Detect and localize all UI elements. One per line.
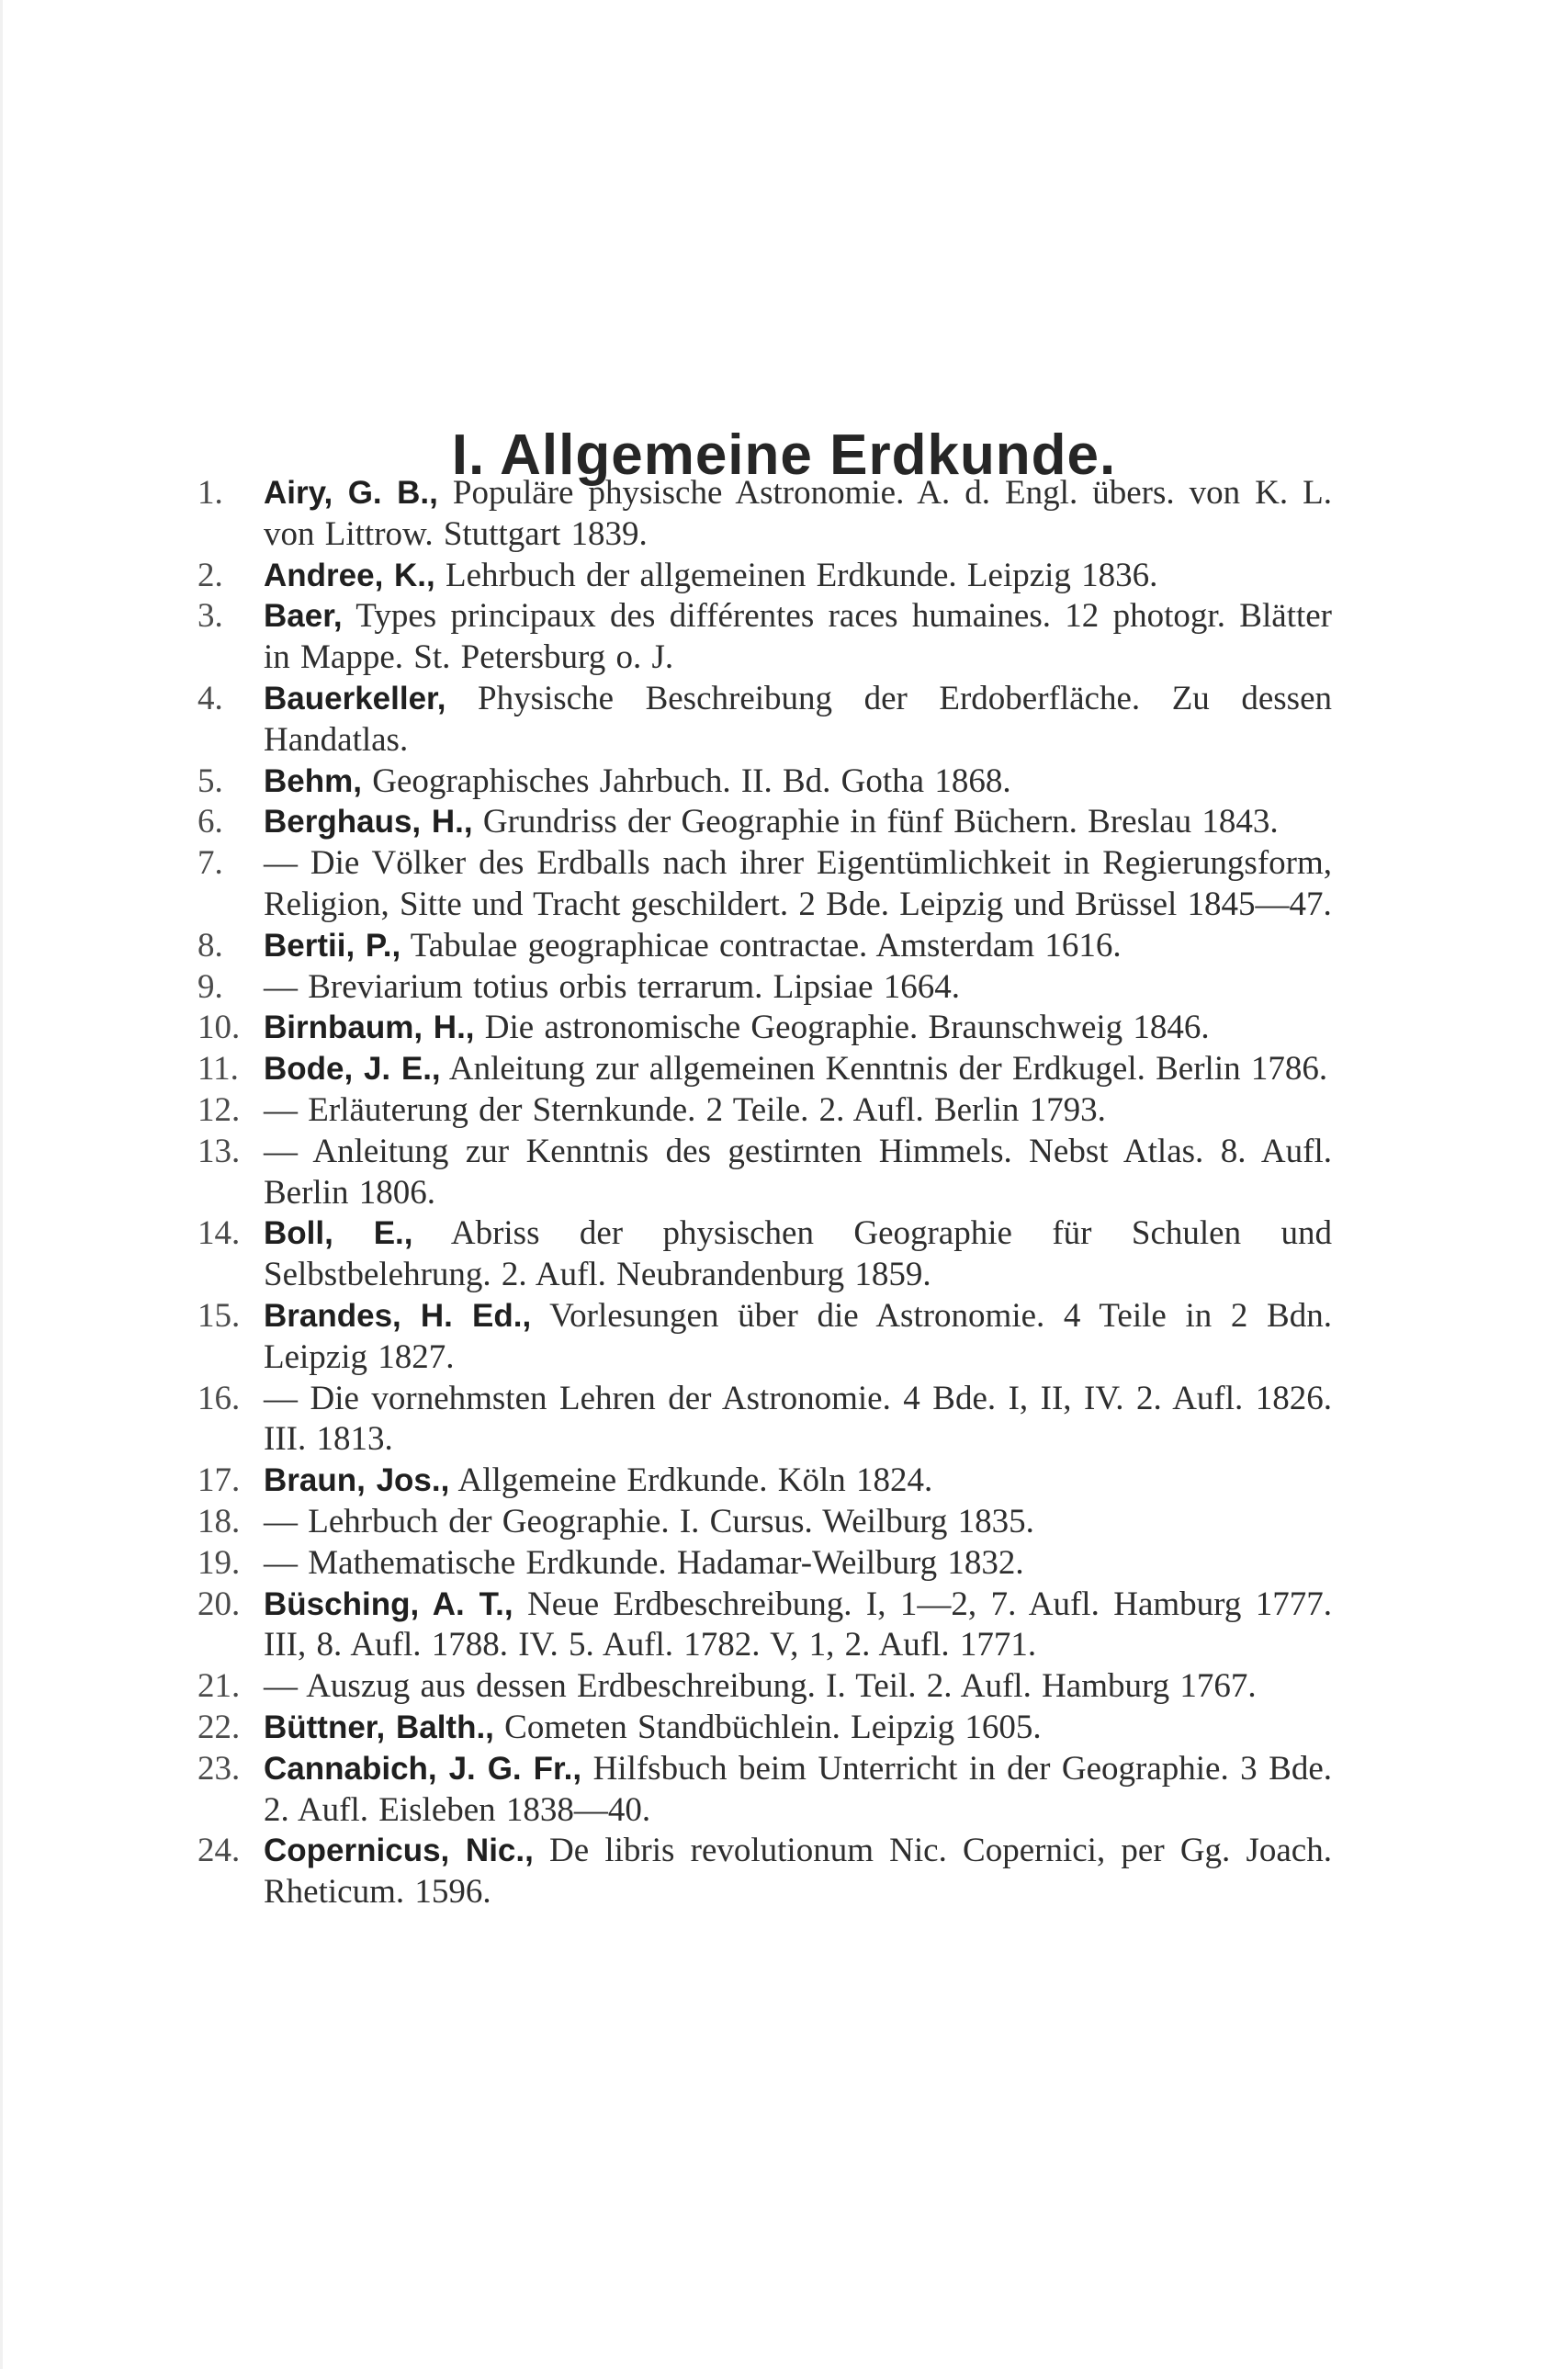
- entry-text: Neue Erdbeschreibung. I, 1—2, 7. Aufl. Hamburg 1777. III, 8. Aufl. 1788. IV. 5. Aufl. 1782. V, 1, 2. Aufl. 1771.: [264, 1585, 1332, 1664]
- bibliography-entry: [152, 1461, 1332, 1502]
- entry-number-text: 1.: [197, 474, 223, 512]
- bibliography-entry: [152, 1132, 1332, 1214]
- bibliography-entry: [152, 1008, 1332, 1049]
- entry-body: [242, 1008, 1332, 1049]
- entry-text: Geographisches Jahrbuch. II. Bd. Gotha 1868.: [361, 761, 1011, 800]
- entry-body: [242, 761, 1332, 803]
- entry-text: — Erläuterung der Sternkunde. 2 Teile. 2. Aufl. Berlin 1793.: [264, 1090, 1106, 1129]
- entry-author: Büttner, Balth.,: [264, 1709, 494, 1745]
- entry-number-text: 15.: [197, 1296, 241, 1335]
- entry-body: [242, 1132, 1332, 1214]
- entry-author: Behm,: [264, 762, 362, 799]
- entry-text: — Lehrbuch der Geographie. I. Cursus. Weilburg 1835.: [264, 1502, 1034, 1540]
- entry-number: [152, 1708, 242, 1749]
- entry-number-text: 11.: [197, 1050, 239, 1089]
- entry-number: [152, 1543, 242, 1585]
- entry-text: Abriss der physischen Geographie für Schulen und Selbstbelehrung. 2. Aufl. Neubrandenburg 1859.: [264, 1214, 1332, 1294]
- entry-number: [152, 1585, 242, 1626]
- bibliography-entry: [152, 1379, 1332, 1461]
- entry-author: Airy, G. B.,: [264, 475, 438, 511]
- bibliography-list: [152, 473, 1332, 1913]
- entry-number-text: 14.: [197, 1214, 241, 1253]
- bibliography-entry: [152, 1049, 1332, 1090]
- bibliography-entry: [152, 1502, 1332, 1543]
- entry-text: Physische Beschreibung der Erdoberfläche. Zu dessen Handatlas.: [264, 679, 1332, 759]
- entry-number: [152, 1461, 242, 1502]
- entry-number-text: 24.: [197, 1832, 241, 1870]
- entry-body: [242, 1461, 1332, 1502]
- entry-author: Braun, Jos.,: [264, 1462, 450, 1499]
- entry-author: Boll, E.,: [264, 1215, 413, 1252]
- entry-number: [152, 843, 242, 885]
- entry-author: Bauerkeller,: [264, 680, 446, 716]
- entry-number: [152, 1049, 242, 1090]
- bibliography-entry: [152, 761, 1332, 803]
- entry-body: [242, 473, 1332, 556]
- entry-text: Hilfsbuch beim Unterricht in der Geographie. 3 Bde. 2. Aufl. Eisleben 1838—40.: [264, 1749, 1332, 1829]
- entry-number: [152, 1379, 242, 1420]
- entry-number-text: 19.: [197, 1543, 241, 1582]
- entry-number-text: 4.: [197, 679, 223, 717]
- entry-number: [152, 1666, 242, 1708]
- bibliography-entry: [152, 926, 1332, 967]
- entry-number: [152, 926, 242, 967]
- bibliography-entry: [152, 967, 1332, 1009]
- entry-number: [152, 802, 242, 843]
- entry-body: [242, 967, 1332, 1009]
- bibliography-entry: [152, 802, 1332, 843]
- entry-text: Populäre physische Astronomie. A. d. Engl. übers. von K. L. von Littrow. Stuttgart 1839.: [264, 474, 1332, 553]
- bibliography-entry: [152, 1213, 1332, 1296]
- section-title: I. Allgemeine Erdkunde.: [451, 423, 1117, 487]
- bibliography-entry: [152, 1708, 1332, 1749]
- entry-text: Allgemeine Erdkunde. Köln 1824.: [449, 1461, 933, 1500]
- entry-text: De libris revolutionum Nic. Copernici, per Gg. Joach. Rheticum. 1596.: [264, 1832, 1332, 1912]
- entry-body: [242, 1543, 1332, 1585]
- bibliography-entry: [152, 1831, 1332, 1913]
- entry-text: — Auszug aus dessen Erdbeschreibung. I. Teil. 2. Aufl. Hamburg 1767.: [264, 1667, 1257, 1706]
- entry-number: [152, 473, 242, 514]
- entry-number: [152, 1090, 242, 1132]
- entry-number-text: 17.: [197, 1461, 241, 1500]
- bibliography-entry: [152, 1749, 1332, 1832]
- entry-number-text: 12.: [197, 1090, 241, 1129]
- entry-author: Bertii, P.,: [264, 927, 401, 964]
- bibliography-entry: [152, 1090, 1332, 1132]
- entry-number-text: 20.: [197, 1585, 241, 1623]
- entry-text: Anleitung zur allgemeinen Kenntnis der Erdkugel. Berlin 1786.: [440, 1050, 1328, 1089]
- entry-body: [242, 1379, 1332, 1461]
- bibliography-entry: [152, 679, 1332, 761]
- bibliography-entry: [152, 473, 1332, 556]
- entry-body: [242, 1831, 1332, 1913]
- entry-number: [152, 1831, 242, 1872]
- entry-text: Types principaux des différentes races humaines. 12 photogr. Blätter in Mappe. St. Petersburg o. J.: [264, 597, 1332, 677]
- entry-body: [242, 1502, 1332, 1543]
- bibliography-entry: [152, 1585, 1332, 1667]
- entry-body: [242, 556, 1332, 597]
- entry-body: [242, 1585, 1332, 1667]
- entry-number-text: 16.: [197, 1379, 241, 1417]
- entry-author: Brandes, H. Ed.,: [264, 1297, 532, 1334]
- entry-number: [152, 1008, 242, 1049]
- entry-number-text: 8.: [197, 926, 223, 965]
- entry-body: [242, 1090, 1332, 1132]
- entry-number-text: 21.: [197, 1667, 241, 1706]
- entry-number: [152, 1132, 242, 1173]
- bibliography-entry: [152, 1543, 1332, 1585]
- entry-number-text: 9.: [197, 967, 223, 1006]
- entry-body: [242, 1213, 1332, 1296]
- entry-body: [242, 802, 1332, 843]
- entry-author: Bode, J. E.,: [264, 1051, 441, 1088]
- entry-author: Andree, K.,: [264, 557, 435, 593]
- entry-body: [242, 596, 1332, 679]
- bibliography-entry: [152, 1666, 1332, 1708]
- entry-author: Cannabich, J. G. Fr.,: [264, 1750, 582, 1787]
- entry-body: [242, 1049, 1332, 1090]
- entry-body: [242, 1749, 1332, 1832]
- entry-number-text: 3.: [197, 597, 223, 636]
- entry-text: — Breviarium totius orbis terrarum. Lipsiae 1664.: [264, 967, 961, 1006]
- entry-number-text: 18.: [197, 1502, 241, 1540]
- bibliography-entry: [152, 843, 1332, 926]
- entry-number: [152, 1749, 242, 1790]
- entry-author: Berghaus, H.,: [264, 804, 473, 840]
- entry-number: [152, 596, 242, 637]
- entry-number: [152, 1296, 242, 1337]
- entry-number-text: 13.: [197, 1132, 241, 1170]
- entry-text: — Die Völker des Erdballs nach ihrer Eigentümlichkeit in Regierungsform, Religion, Sitte und Tracht geschildert. 2 Bde. Leipzig und Brüssel 1845—47.: [264, 844, 1332, 923]
- entry-body: [242, 1666, 1332, 1708]
- entry-author: Copernicus, Nic.,: [264, 1833, 534, 1869]
- entry-text: Lehrbuch der allgemeinen Erdkunde. Leipzig 1836.: [434, 556, 1158, 594]
- entry-number: [152, 761, 242, 803]
- entry-number-text: 23.: [197, 1749, 241, 1788]
- entry-number-text: 7.: [197, 844, 223, 883]
- entry-number: [152, 1502, 242, 1543]
- entry-number: [152, 1213, 242, 1255]
- entry-author: Birnbaum, H.,: [264, 1010, 475, 1046]
- entry-author: Büsching, A. T.,: [264, 1585, 513, 1622]
- entry-number-text: 5.: [197, 761, 223, 800]
- entry-number-text: 6.: [197, 803, 223, 841]
- entry-body: [242, 1296, 1332, 1379]
- entry-number-text: 10.: [197, 1009, 241, 1047]
- bibliography-entry: [152, 1296, 1332, 1379]
- entry-body: [242, 926, 1332, 967]
- entry-text: — Mathematische Erdkunde. Hadamar-Weilburg 1832.: [264, 1543, 1024, 1582]
- entry-text: Cometen Standbüchlein. Leipzig 1605.: [493, 1708, 1042, 1746]
- entry-number: [152, 679, 242, 720]
- entry-number-text: 22.: [197, 1708, 241, 1746]
- entry-body: [242, 843, 1332, 926]
- entry-text: Grundriss der Geographie in fünf Büchern. Breslau 1843.: [472, 803, 1279, 841]
- entry-body: [242, 1708, 1332, 1749]
- entry-author: Baer,: [264, 598, 343, 635]
- bibliography-entry: [152, 556, 1332, 597]
- entry-text: — Die vornehmsten Lehren der Astronomie. 4 Bde. I, II, IV. 2. Aufl. 1826. III. 1813.: [264, 1379, 1332, 1459]
- entry-number: [152, 967, 242, 1009]
- entry-text: Die astronomische Geographie. Braunschweig 1846.: [474, 1009, 1210, 1047]
- entry-number: [152, 556, 242, 597]
- entry-number-text: 2.: [197, 556, 223, 594]
- entry-body: [242, 679, 1332, 761]
- entry-text: Vorlesungen über die Astronomie. 4 Teile in 2 Bdn. Leipzig 1827.: [264, 1296, 1332, 1376]
- entry-text: Tabulae geographicae contractae. Amsterdam 1616.: [400, 926, 1122, 965]
- bibliography-entry: [152, 596, 1332, 679]
- entry-text: — Anleitung zur Kenntnis des gestirnten Himmels. Nebst Atlas. 8. Aufl. Berlin 1806.: [264, 1132, 1332, 1212]
